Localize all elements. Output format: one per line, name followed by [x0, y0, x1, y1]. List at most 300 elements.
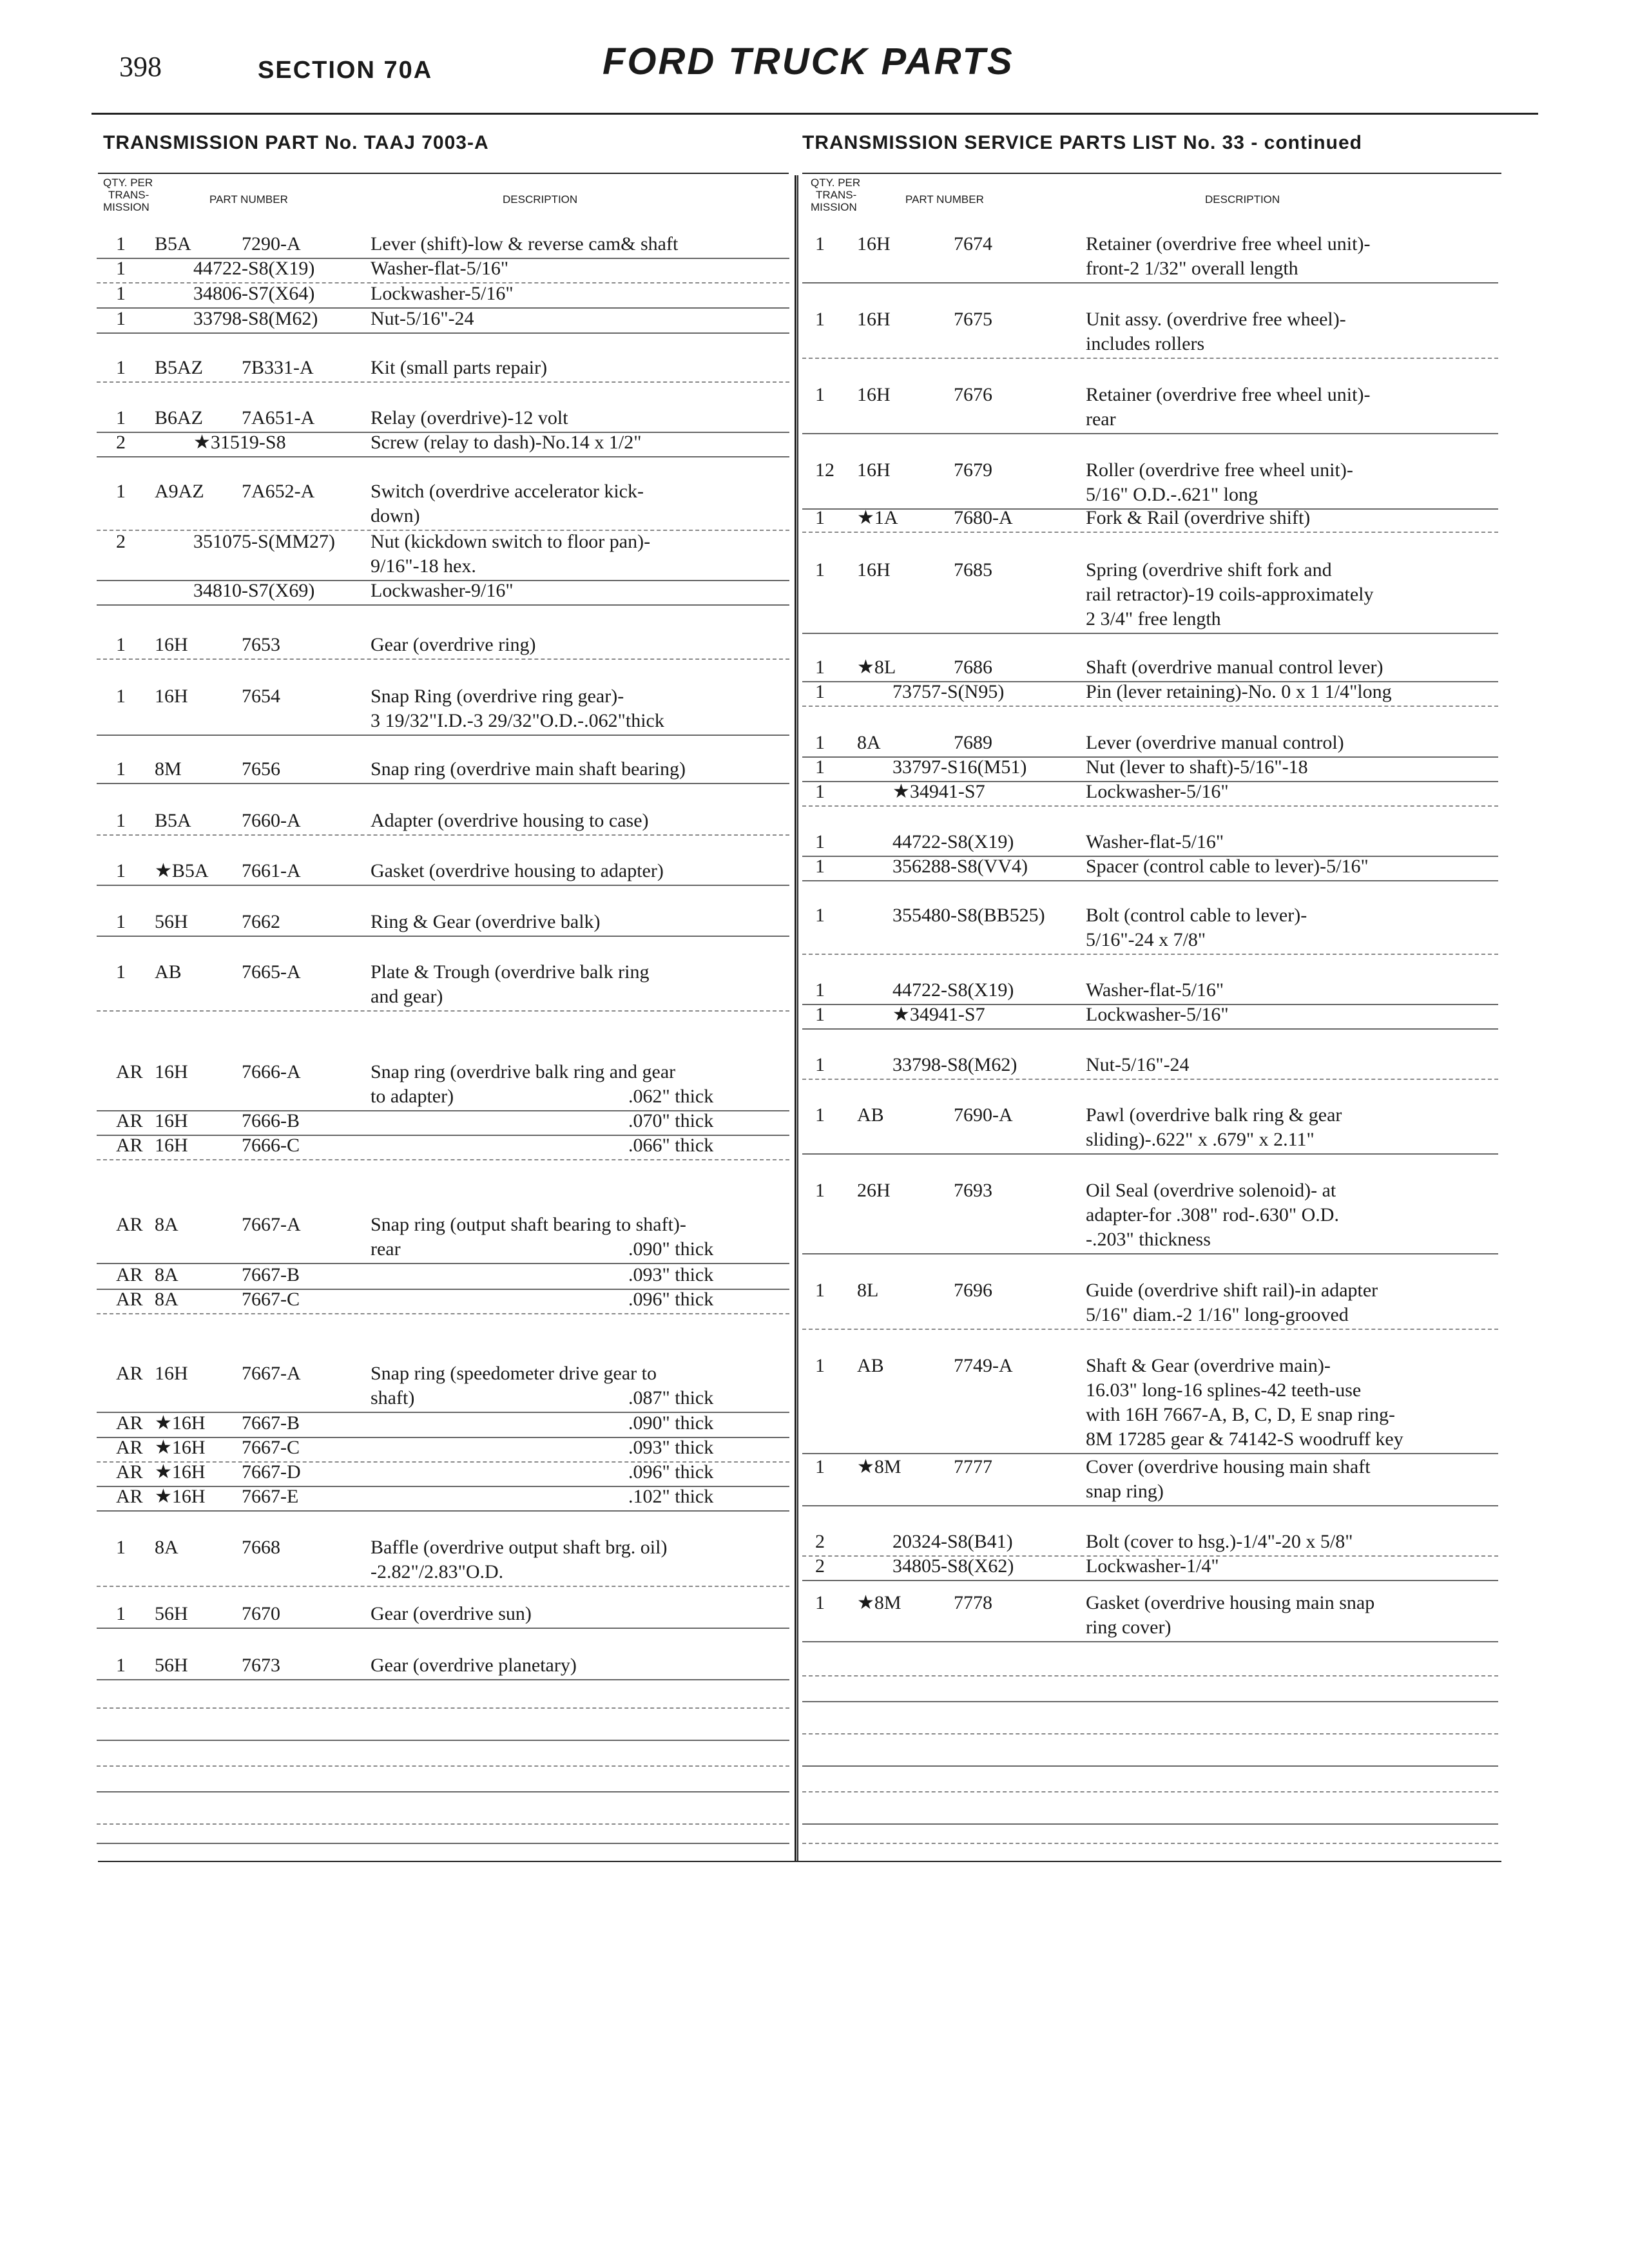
entry-rule: [97, 658, 789, 660]
qty-value: 1: [116, 308, 126, 329]
entry-rule: [97, 735, 789, 736]
part-number: 7667-A: [242, 1363, 301, 1384]
entry-rule: [97, 1679, 789, 1681]
part-number: 34805-S8(X62): [892, 1555, 1014, 1577]
part-number: 351075-S(MM27): [193, 531, 336, 552]
part-number: 7673: [242, 1655, 280, 1676]
description-line: adapter-for .308" rod-.630" O.D.: [1086, 1204, 1339, 1225]
column-divider: [795, 175, 798, 1862]
parts-entry: [802, 1554, 1498, 1579]
part-number: 7667-C: [242, 1437, 300, 1458]
qty-value: 1: [815, 309, 825, 330]
parts-entry: [802, 1053, 1498, 1077]
parts-entry: [97, 579, 789, 603]
thickness-value: .090" thick: [628, 1412, 714, 1434]
part-number: 7674: [954, 233, 992, 255]
parts-entry: [802, 903, 1498, 952]
parts-entry: [97, 1213, 789, 1262]
entry-rule: [802, 1580, 1498, 1582]
qty-value: AR: [116, 1264, 143, 1285]
part-prefix: ★16H: [155, 1461, 206, 1483]
qty-value: 1: [815, 1054, 825, 1075]
part-prefix: 16H: [155, 1363, 188, 1384]
description-line: with 16H 7667-A, B, C, D, E snap ring-: [1086, 1404, 1395, 1425]
blank-rule: [97, 1740, 789, 1742]
part-prefix: ★8M: [857, 1456, 901, 1477]
part-number: 7656: [242, 758, 280, 780]
blank-rule: [97, 1823, 789, 1825]
part-number: 7665-A: [242, 961, 301, 983]
part-number: 34810-S7(X69): [193, 580, 315, 601]
part-number: 7A651-A: [242, 407, 315, 428]
qty-value: 1: [116, 686, 126, 707]
part-number: 7676: [954, 384, 992, 405]
entry-rule: [97, 936, 789, 937]
description-line: Lockwasher-5/16": [1086, 1004, 1229, 1025]
description-line: Retainer (overdrive free wheel unit)-: [1086, 233, 1371, 255]
part-prefix: 16H: [857, 559, 891, 581]
description-line: Baffle (overdrive output shaft brg. oil): [371, 1537, 668, 1558]
description-line: Ring & Gear (overdrive balk): [371, 911, 601, 932]
description-line: Snap ring (output shaft bearing to shaft)-: [371, 1214, 686, 1235]
part-number: 7690-A: [954, 1104, 1013, 1126]
description-line: Bolt (control cable to lever)-: [1086, 905, 1307, 926]
part-number: 7685: [954, 559, 992, 581]
thickness-value: .087" thick: [628, 1387, 714, 1408]
entry-rule: [97, 885, 789, 887]
description-line: Snap ring (overdrive balk ring and gear: [371, 1061, 676, 1082]
part-number: 7666-B: [242, 1110, 300, 1131]
part-number: 34806-S7(X64): [193, 283, 315, 304]
description-line: Bolt (cover to hsg.)-1/4"-20 x 5/8": [1086, 1531, 1353, 1552]
right-heading-rule: [802, 173, 1501, 174]
right-part-header: PART NUMBER: [905, 193, 984, 206]
part-number: 7778: [954, 1592, 992, 1613]
blank-rule: [802, 1765, 1498, 1767]
part-prefix: 26H: [857, 1180, 891, 1201]
part-number: 73757-S(N95): [892, 681, 1005, 702]
parts-entry: [802, 1003, 1498, 1027]
description-line: Washer-flat-5/16": [371, 258, 509, 279]
part-prefix: 16H: [857, 384, 891, 405]
part-prefix: A9AZ: [155, 481, 204, 502]
entry-rule: [97, 1586, 789, 1588]
part-prefix: AB: [155, 961, 182, 983]
qty-value: 2: [815, 1531, 825, 1552]
entry-rule: [802, 1329, 1498, 1331]
description-line: Gear (overdrive planetary): [371, 1655, 577, 1676]
parts-entry: [802, 1591, 1498, 1640]
qty-value: AR: [116, 1461, 143, 1483]
parts-entry: [97, 1109, 789, 1133]
parts-entry: [802, 506, 1498, 530]
part-number: 7662: [242, 911, 280, 932]
part-number: 7675: [954, 309, 992, 330]
thickness-value: .102" thick: [628, 1486, 714, 1507]
parts-entry: [97, 1535, 789, 1584]
qty-value: 1: [116, 1603, 126, 1624]
qty-value: 2: [116, 432, 126, 453]
part-number: 7667-B: [242, 1264, 300, 1285]
description-line: 9/16"-18 hex.: [371, 555, 476, 577]
parts-entry: [97, 1460, 789, 1485]
parts-entry: [802, 1530, 1498, 1554]
description-line: Switch (overdrive accelerator kick-: [371, 481, 644, 502]
entry-rule: [802, 954, 1498, 956]
qty-value: 1: [116, 1537, 126, 1558]
description-line: Lockwasher-5/16": [1086, 781, 1229, 802]
parts-entry: [97, 1263, 789, 1287]
parts-entry: [97, 1411, 789, 1436]
part-prefix: ★B5A: [155, 860, 209, 881]
parts-entry: [97, 530, 789, 579]
part-prefix: B6AZ: [155, 407, 203, 428]
description-line: rail retractor)-19 coils-approximately: [1086, 584, 1374, 605]
qty-value: 1: [116, 407, 126, 428]
parts-entry: [802, 780, 1498, 804]
blank-rule: [802, 1701, 1498, 1703]
part-number: 7667-C: [242, 1289, 300, 1310]
parts-entry: [97, 1133, 789, 1158]
parts-entry: [802, 655, 1498, 680]
qty-value: 1: [815, 831, 825, 852]
qty-value: 1: [116, 481, 126, 502]
qty-value: 1: [815, 1004, 825, 1025]
part-prefix: 8M: [155, 758, 182, 780]
qty-value: AR: [116, 1289, 143, 1310]
part-number: ★34941-S7: [892, 781, 985, 802]
part-prefix: 8A: [155, 1537, 178, 1558]
qty-value: AR: [116, 1486, 143, 1507]
description-line: Unit assy. (overdrive free wheel)-: [1086, 309, 1346, 330]
left-heading-rule: [98, 173, 789, 174]
part-number: 355480-S8(BB525): [892, 905, 1045, 926]
parts-entry: [97, 809, 789, 833]
qty-value: 1: [815, 781, 825, 802]
description-line: and gear): [371, 986, 443, 1007]
description-line: rear: [371, 1238, 401, 1260]
thickness-value: .093" thick: [628, 1264, 714, 1285]
part-prefix: 16H: [857, 233, 891, 255]
parts-entry: [97, 406, 789, 430]
description-line: 16.03" long-16 splines-42 teeth-use: [1086, 1379, 1362, 1401]
part-prefix: AB: [857, 1355, 884, 1376]
blank-rule: [97, 1791, 789, 1793]
part-prefix: 8L: [857, 1280, 879, 1301]
description-line: Nut (lever to shaft)-5/16"-18: [1086, 756, 1308, 778]
entry-rule: [802, 1641, 1498, 1643]
qty-value: 1: [815, 507, 825, 528]
qty-value: 1: [815, 856, 825, 877]
qty-value: 1: [116, 357, 126, 378]
parts-entry: [97, 684, 789, 733]
part-number: 7666-A: [242, 1061, 301, 1082]
qty-value: 1: [815, 1280, 825, 1301]
description-line: 8M 17285 gear & 74142-S woodruff key: [1086, 1428, 1403, 1450]
description-line: Nut-5/16"-24: [1086, 1054, 1190, 1075]
description-line: down): [371, 505, 420, 526]
description-line: Spring (overdrive shift fork and: [1086, 559, 1332, 581]
description-line: Nut (kickdown switch to floor pan)-: [371, 531, 651, 552]
part-prefix: 8A: [857, 732, 881, 753]
part-number: 7749-A: [954, 1355, 1013, 1376]
part-number: ★31519-S8: [193, 432, 286, 453]
parts-entry: [802, 383, 1498, 432]
thickness-value: .066" thick: [628, 1135, 714, 1156]
entry-rule: [802, 805, 1498, 807]
description-line: snap ring): [1086, 1481, 1164, 1502]
part-number: 33798-S8(M62): [892, 1054, 1017, 1075]
description-line: -2.82"/2.83"O.D.: [371, 1561, 504, 1582]
parts-entry: [97, 633, 789, 657]
entry-rule: [802, 532, 1498, 533]
qty-value: 1: [815, 1355, 825, 1376]
entry-rule: [97, 783, 789, 785]
entry-rule: [802, 633, 1498, 635]
qty-value: 1: [815, 756, 825, 778]
description-line: Snap ring (speedometer drive gear to: [371, 1363, 657, 1384]
entry-rule: [802, 1253, 1498, 1255]
qty-value: 1: [815, 559, 825, 581]
part-number: 7686: [954, 657, 992, 678]
entry-rule: [97, 1010, 789, 1012]
part-number: 7670: [242, 1603, 280, 1624]
part-prefix: AB: [857, 1104, 884, 1126]
parts-entry: [802, 232, 1498, 281]
parts-entry: [802, 830, 1498, 854]
part-number: 7660-A: [242, 810, 301, 831]
qty-value: 1: [116, 860, 126, 881]
parts-entry: [97, 757, 789, 782]
description-line: 5/16" O.D.-.621" long: [1086, 484, 1258, 505]
description-line: Lockwasher-1/4": [1086, 1555, 1219, 1577]
parts-entry: [802, 1278, 1498, 1327]
catalog-title: FORD TRUCK PARTS: [602, 41, 1014, 82]
parts-entry: [97, 430, 789, 455]
part-number: 20324-S8(B41): [892, 1531, 1013, 1552]
part-number: 7679: [954, 459, 992, 481]
part-number: 7667-B: [242, 1412, 300, 1434]
parts-entry: [97, 232, 789, 256]
part-number: 7689: [954, 732, 992, 753]
description-line: Gasket (overdrive housing to adapter): [371, 860, 664, 881]
parts-entry: [97, 256, 789, 281]
description-line: 5/16" diam.-2 1/16" long-grooved: [1086, 1304, 1349, 1325]
parts-entry: [802, 680, 1498, 704]
part-number: 7777: [954, 1456, 992, 1477]
entry-rule: [97, 1313, 789, 1315]
description-line: Snap Ring (overdrive ring gear)-: [371, 686, 624, 707]
description-line: shaft): [371, 1387, 415, 1408]
description-line: Retainer (overdrive free wheel unit)-: [1086, 384, 1371, 405]
part-number: 7654: [242, 686, 280, 707]
parts-entry: [802, 978, 1498, 1003]
parts-entry: [802, 755, 1498, 780]
description-line: 3 19/32"I.D.-3 29/32"O.D.-.062"thick: [371, 710, 664, 731]
part-prefix: ★16H: [155, 1437, 206, 1458]
description-line: Adapter (overdrive housing to case): [371, 810, 649, 831]
part-prefix: 16H: [857, 309, 891, 330]
right-desc-header: DESCRIPTION: [1205, 193, 1280, 206]
description-line: Cover (overdrive housing main shaft: [1086, 1456, 1371, 1477]
parts-entry: [97, 1060, 789, 1109]
part-prefix: 16H: [155, 1061, 188, 1082]
blank-rule: [802, 1791, 1498, 1793]
blank-rule: [802, 1843, 1498, 1845]
part-prefix: 16H: [155, 1135, 188, 1156]
part-prefix: 16H: [155, 686, 188, 707]
qty-value: 1: [815, 1592, 825, 1613]
part-number: 44722-S8(X19): [892, 979, 1014, 1001]
part-prefix: 8A: [155, 1214, 178, 1235]
part-number: ★34941-S7: [892, 1004, 985, 1025]
description-line: sliding)-.622" x .679" x 2.11": [1086, 1129, 1315, 1150]
part-number: 44722-S8(X19): [892, 831, 1014, 852]
part-number: 7667-A: [242, 1214, 301, 1235]
description-line: front-2 1/32" overall length: [1086, 258, 1298, 279]
entry-rule: [97, 1510, 789, 1512]
qty-value: 12: [815, 459, 834, 481]
qty-value: 1: [116, 758, 126, 780]
parts-entry: [802, 307, 1498, 356]
description-line: Washer-flat-5/16": [1086, 979, 1224, 1001]
blank-rule: [97, 1765, 789, 1767]
parts-entry: [97, 1602, 789, 1626]
entry-rule: [97, 834, 789, 836]
part-prefix: ★16H: [155, 1486, 206, 1507]
part-number: 356288-S8(VV4): [892, 856, 1028, 877]
qty-value: 1: [116, 258, 126, 279]
entry-rule: [802, 282, 1498, 284]
left-part-header: PART NUMBER: [209, 193, 288, 206]
part-prefix: 16H: [155, 1110, 188, 1131]
part-prefix: B5AZ: [155, 357, 203, 378]
part-number: 7661-A: [242, 860, 301, 881]
parts-entry: [97, 1361, 789, 1410]
qty-value: 2: [815, 1555, 825, 1577]
part-prefix: ★1A: [857, 507, 898, 528]
entry-rule: [97, 381, 789, 383]
thickness-value: .062" thick: [628, 1086, 714, 1107]
parts-entry: [97, 960, 789, 1009]
thickness-value: .096" thick: [628, 1289, 714, 1310]
part-prefix: 56H: [155, 1603, 188, 1624]
parts-entry: [97, 356, 789, 380]
part-prefix: ★16H: [155, 1412, 206, 1434]
entry-rule: [97, 604, 789, 606]
qty-value: 1: [815, 1456, 825, 1477]
blank-rule: [802, 1675, 1498, 1677]
entry-rule: [802, 1505, 1498, 1507]
description-line: Lever (overdrive manual control): [1086, 732, 1344, 753]
description-line: Pawl (overdrive balk ring & gear: [1086, 1104, 1342, 1126]
description-line: 5/16"-24 x 7/8": [1086, 929, 1206, 950]
right-qty-header: QTY. PER TRANS- MISSION: [811, 177, 861, 213]
blank-rule: [802, 1733, 1498, 1735]
description-line: Plate & Trough (overdrive balk ring: [371, 961, 650, 983]
description-line: Lever (shift)-low & reverse cam& shaft: [371, 233, 679, 255]
part-prefix: ★8M: [857, 1592, 901, 1613]
qty-value: AR: [116, 1110, 143, 1131]
description-line: Relay (overdrive)-12 volt: [371, 407, 568, 428]
parts-entry: [802, 854, 1498, 879]
qty-value: 1: [815, 732, 825, 753]
parts-entry: [802, 558, 1498, 631]
part-number: 7696: [954, 1280, 992, 1301]
thickness-value: .090" thick: [628, 1238, 714, 1260]
qty-value: 1: [815, 233, 825, 255]
left-desc-header: DESCRIPTION: [503, 193, 578, 206]
thickness-value: .070" thick: [628, 1110, 714, 1131]
thickness-value: .093" thick: [628, 1437, 714, 1458]
parts-entry: [97, 307, 789, 331]
part-number: 7290-A: [242, 233, 301, 255]
part-number: 7667-D: [242, 1461, 301, 1483]
part-number: 7666-C: [242, 1135, 300, 1156]
qty-value: 1: [116, 233, 126, 255]
entry-rule: [802, 1079, 1498, 1081]
left-qty-header: QTY. PER TRANS- MISSION: [103, 177, 153, 213]
part-prefix: 16H: [857, 459, 891, 481]
qty-value: AR: [116, 1061, 143, 1082]
entry-rule: [802, 1153, 1498, 1155]
entry-rule: [802, 433, 1498, 435]
parts-entry: [97, 859, 789, 883]
parts-entry: [97, 1287, 789, 1312]
part-number: 7693: [954, 1180, 992, 1201]
qty-value: 1: [116, 911, 126, 932]
qty-value: 1: [815, 657, 825, 678]
description-line: 2 3/4" free length: [1086, 608, 1221, 629]
part-prefix: B5A: [155, 233, 191, 255]
left-heading: TRANSMISSION PART No. TAAJ 7003-A: [103, 132, 489, 153]
qty-value: AR: [116, 1214, 143, 1235]
part-number: 7A652-A: [242, 481, 315, 502]
description-line: Snap ring (overdrive main shaft bearing): [371, 758, 686, 780]
qty-value: 1: [815, 1180, 825, 1201]
description-line: Lockwasher-9/16": [371, 580, 514, 601]
part-number: 7668: [242, 1537, 280, 1558]
description-line: Lockwasher-5/16": [371, 283, 514, 304]
parts-entry: [802, 1354, 1498, 1452]
description-line: ring cover): [1086, 1617, 1171, 1638]
qty-value: 1: [815, 1104, 825, 1126]
header-rule: [92, 113, 1538, 115]
parts-entry: [802, 1103, 1498, 1152]
qty-value: 2: [116, 531, 126, 552]
description-line: includes rollers: [1086, 333, 1205, 354]
part-number: 33798-S8(M62): [193, 308, 318, 329]
parts-entry: [802, 1178, 1498, 1252]
entry-rule: [802, 880, 1498, 882]
section-title: SECTION 70A: [258, 57, 433, 84]
parts-entry: [802, 1455, 1498, 1504]
blank-rule: [97, 1707, 789, 1709]
description-line: to adapter): [371, 1086, 454, 1107]
description-line: Spacer (control cable to lever)-5/16": [1086, 856, 1369, 877]
description-line: Nut-5/16"-24: [371, 308, 474, 329]
entry-rule: [97, 1628, 789, 1629]
blank-rule: [802, 1823, 1498, 1825]
parts-entry: [97, 1485, 789, 1509]
qty-value: 1: [815, 979, 825, 1001]
description-line: Roller (overdrive free wheel unit)-: [1086, 459, 1353, 481]
part-prefix: 16H: [155, 634, 188, 655]
description-line: Washer-flat-5/16": [1086, 831, 1224, 852]
entry-rule: [97, 456, 789, 458]
entry-rule: [97, 332, 789, 334]
part-number: 44722-S8(X19): [193, 258, 315, 279]
